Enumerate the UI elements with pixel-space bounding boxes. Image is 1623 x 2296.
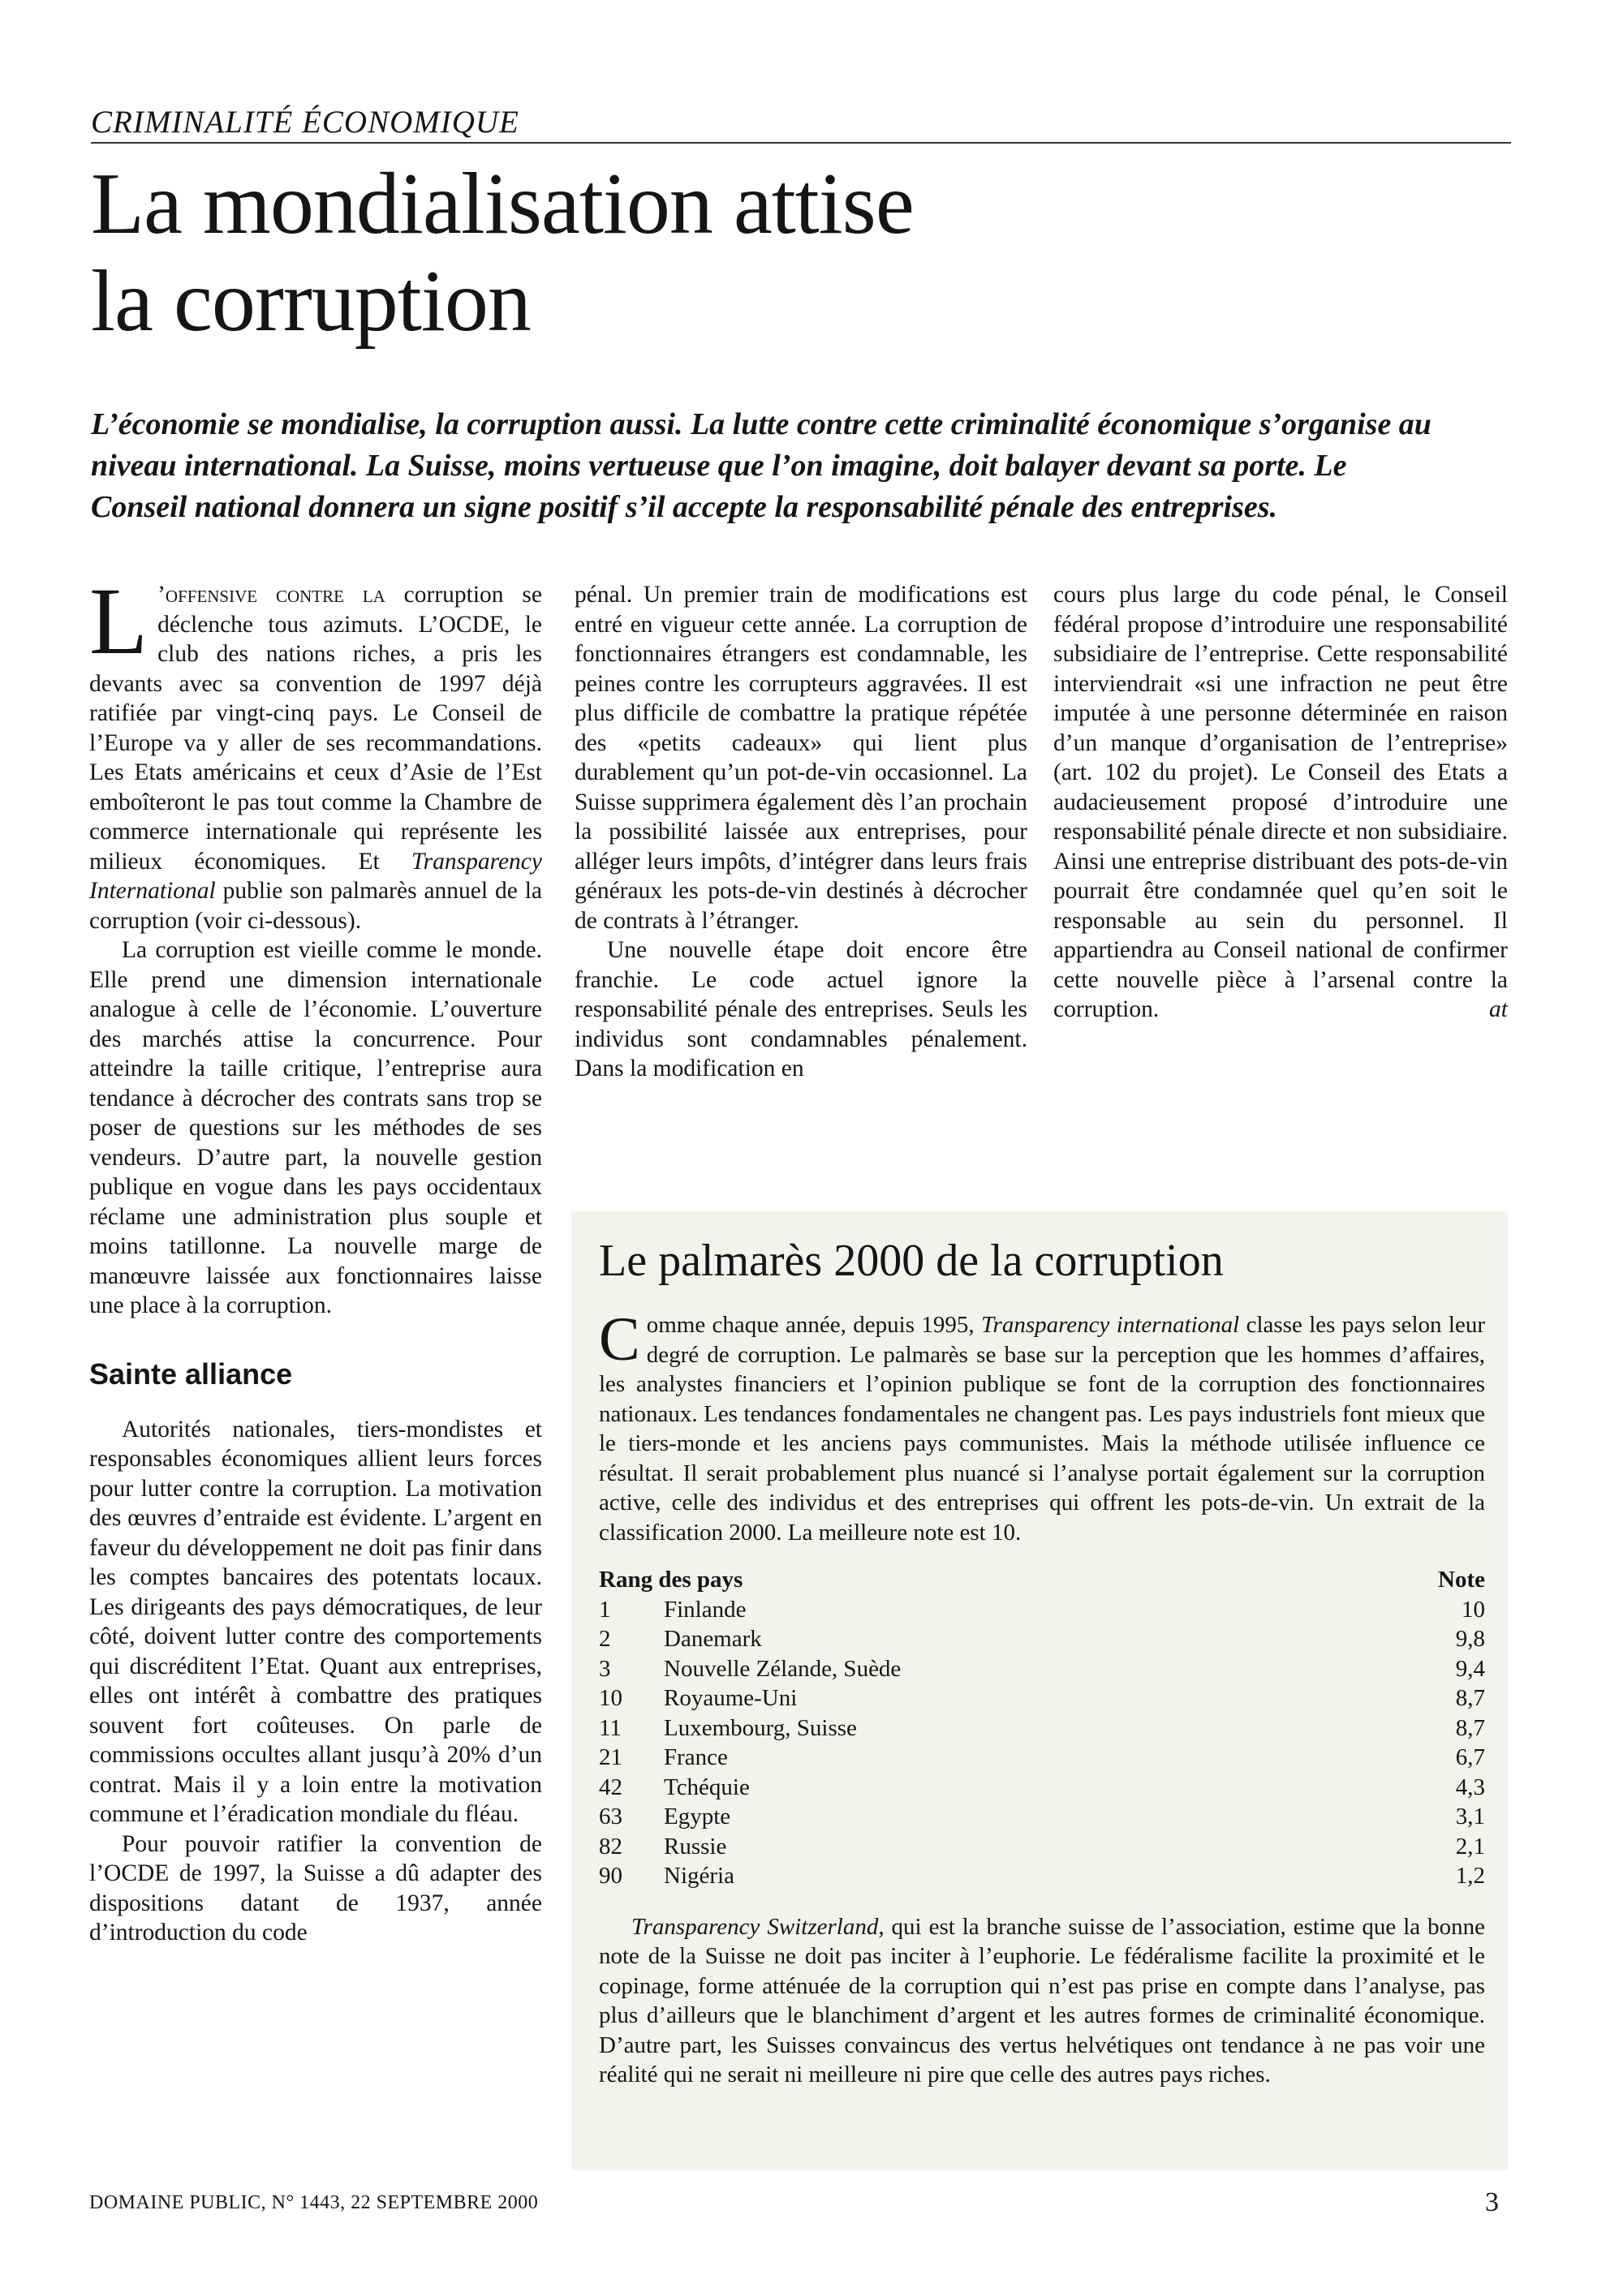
sidebar-box (571, 1211, 1508, 2170)
article-paragraph-4-continued: pénal. Un premier train de modifications est entré en vigueur cette année. La corruption de fonctionnaires étrangers est condamnable, les peines contre les corrupteurs aggravées. Il est plus difficile de combattre la pratique répétée des «petits cadeaux» qui lient plus durablement qu’un pot-de-vin occasionnel. La Suisse supprimera également dès l’an prochain la possibilité laissée aux entreprises, pour alléger leurs impôts, d’intégrer dans leurs frais généraux les pots-de-vin destinés à décrocher de contrats à l’étranger. (575, 582, 1027, 934)
ranking-note: 2,1 (1455, 1833, 1485, 1860)
article-paragraph-3: Autorités nationales, tiers-mondistes et responsables économiques allient leurs forces pour lutter contre la corruption. La motivation des œuvres d’entraide est évidente. L’argent en faveur du développement ne doit pas finir dans les comptes bancaires des potentats locaux. Les dirigeants des pays démocratiques, de leur côté, doivent lutter contre des comportements qui discréditent l’Etat. Quant aux entreprises, elles ont intérêt à combattre des pratiques souvent fort coûteuses. On parle de commissions occultes allant jusqu’à 20% d’un contrat. Mais il y a loin entre la motivation commune et l’éradication mondiale du fléau. (89, 1416, 542, 1827)
box-title: Le palmarès 2000 de la corruption (599, 1236, 1224, 1286)
article-column-1 (89, 568, 542, 1948)
ranking-note: 4,3 (1455, 1774, 1485, 1800)
table-row (599, 1683, 1485, 1713)
table-row (599, 1861, 1485, 1891)
ranking-rank: 42 (599, 1774, 622, 1800)
table-row (599, 1773, 1485, 1803)
ranking-rank: 1 (599, 1596, 611, 1623)
headline-line-2: la corruption (91, 253, 531, 350)
box-intro-text-b: classe les pays selon leur degré de corruption. Le palmarès se base sur la perception que les hommes d’affaires, les analystes financiers et l’opinion publique se font de la corruption des fonctionnaires nationaux. Les tendances fondamentales ne changent pas. Les pays industriels font mieux que le tiers-monde et les anciens pays communistes. Mais la méthode utilisée influence ce résultat. Il serait probablement plus nuancé si l’analyse portait également sur la corruption active, celle des individus et des entreprises qui offrent les pots-de-vin. Un extrait de la classification 2000. La meilleure note est 10. (599, 1312, 1486, 1546)
table-row (599, 1654, 1485, 1684)
ranking-note: 3,1 (1455, 1804, 1485, 1829)
ranking-country: Royaume-Uni (664, 1685, 798, 1711)
article-column-2 (575, 580, 1027, 1084)
ranking-country: Nigéria (664, 1863, 734, 1889)
article-paragraph-5-continued (1053, 580, 1508, 1025)
ranking-table (599, 1565, 1485, 1891)
ranking-header-rank: Rang des pays (599, 1567, 743, 1593)
box-outro-organization: Transparency Switzerland (631, 1913, 879, 1940)
organization-name: Transparency International (89, 848, 542, 904)
table-row (599, 1624, 1485, 1654)
box-dropcap: C (599, 1305, 640, 1374)
ranking-rank: 63 (599, 1804, 622, 1829)
ranking-note: 9,4 (1455, 1655, 1485, 1682)
ranking-rank: 10 (599, 1685, 622, 1711)
ranking-header-row (599, 1565, 1485, 1595)
ranking-rank: 82 (599, 1833, 622, 1860)
box-intro (599, 1305, 1486, 1547)
author-signature: at (1489, 996, 1508, 1022)
footer-publication: DOMAINE PUBLIC, N° 1443, 22 SEPTEMBRE 2000 (89, 2192, 539, 2213)
ranking-country: Luxembourg, Suisse (664, 1714, 857, 1741)
article-dropcap: L (89, 568, 149, 674)
ranking-note: 8,7 (1455, 1685, 1485, 1711)
ranking-country: Tchéquie (664, 1774, 750, 1800)
ranking-country: France (664, 1744, 728, 1770)
ranking-note: 9,8 (1455, 1626, 1485, 1652)
ranking-rank: 21 (599, 1744, 622, 1770)
article-paragraph-5-start: Une nouvelle étape doit encore être franchie. Le code actuel ignore la responsabilité pénale des entreprises. Seuls les individus sont condamnables pénalement. Dans la modification en (575, 937, 1027, 1081)
ranking-rank: 11 (599, 1714, 622, 1741)
ranking-note: 1,2 (1455, 1863, 1485, 1889)
page-number: 3 (1485, 2187, 1499, 2217)
ranking-header-note: Note (1438, 1567, 1485, 1593)
article-paragraph-4-start: Pour pouvoir ratifier la convention de l’OCDE de 1997, la Suisse a dû adapter des dispositions datant de 1937, année d’introduction du code (89, 1830, 542, 1946)
subheading: Sainte alliance (89, 1357, 293, 1391)
ranking-country: Russie (664, 1833, 727, 1860)
table-row (599, 1595, 1485, 1625)
ranking-country: Nouvelle Zélande, Suède (664, 1655, 902, 1682)
ranking-note: 6,7 (1455, 1744, 1485, 1770)
ranking-rank: 90 (599, 1863, 622, 1889)
ranking-rank: 3 (599, 1655, 611, 1682)
article-paragraph-1-end: publie son palmarès annuel de la corruption (voir ci-dessous). (89, 878, 542, 934)
ranking-rank: 2 (599, 1626, 611, 1652)
ranking-country: Danemark (664, 1626, 762, 1652)
ranking-note: 8,7 (1455, 1714, 1485, 1741)
lede: L’économie se mondialise, la corruption aussi. La lutte contre cette criminalité économique s’organise au niveau international. La Suisse, moins vertueuse que l’on imagine, doit balayer devant sa porte. Le Conseil national donnera un signe positif s’il accepte la responsabilité pénale des entreprises. (91, 407, 1431, 524)
table-row (599, 1832, 1485, 1862)
box-outro (599, 1912, 1485, 2090)
box-outro-text: , qui est la branche suisse de l’association, estime que la bonne note de la Suisse ne doit pas inciter à l’euphorie. Le fédéralisme facilite la proximité et le copinage, forme atténuée de la corruption qui n’est pas prise en compte dans l’analyse, pas plus d’ailleurs que le blanchiment d’argent et les autres formes de criminalité économique. D’autre part, les Suisses convaincus des vertus helvétiques ont tendance à ne pas voir une réalité qui ne serait ni meilleure ni pire que celle des autres pays riches. (599, 1913, 1485, 2087)
article-column-3 (1053, 580, 1508, 1025)
ranking-country: Finlande (664, 1596, 747, 1623)
box-intro-text-a: omme chaque année, depuis 1995, (646, 1312, 975, 1338)
article-paragraph-5-text: cours plus large du code pénal, le Conseil fédéral propose d’introduire une responsabilité subsidiaire de l’entreprise. Cette responsabilité interviendrait «si une infraction ne peut être imputée à une personne déterminée en raison d’un manque d’organisation de l’entreprise» (art. 102 du projet). Le Conseil des Etats a audacieusement proposé d’introduire une responsabilité pénale directe et non subsidiaire. Ainsi une entreprise distribuant des pots-de-vin pourrait être condamnée quel qu’en soit le responsable au sein du personnel. Il appartiendra au Conseil national de confirmer cette nouvelle pièce à l’arsenal contre la corruption. (1053, 582, 1508, 1022)
article-paragraph-1-text: corruption se déclenche tous azimuts. L’OCDE, le club des nations riches, a pris les devants avec sa convention de 1997 déjà ratifiée par vingt-cinq pays. Le Conseil de l’Europe va y aller de ses recommandations. Les Etats américains et ceux d’Asie de l’Est emboîteront le pas tout comme la Chambre de commerce internationale qui représente les milieux économiques. Et (89, 582, 542, 875)
article-paragraph-2: La corruption est vieille comme le monde. Elle prend une dimension internationale analogue à celle de l’économie. L’ouverture des marchés attise la concurrence. Pour atteindre la taille critique, l’entreprise aura tendance à décrocher des contrats sans trop se poser de questions sur les méthodes de ses vendeurs. D’autre part, la nouvelle gestion publique en vogue dans les pays occidentaux réclame une administration plus souple et moins tatillonne. La nouvelle marge de manœuvre laissée aux fonctionnaires laisse une place à la corruption. (89, 937, 542, 1318)
box-organization-name: Transparency international (981, 1312, 1240, 1338)
ranking-country: Egypte (664, 1804, 731, 1829)
headline-line-1: La mondialisation attise (91, 156, 914, 252)
ranking-note: 10 (1462, 1596, 1485, 1623)
table-row (599, 1713, 1485, 1743)
table-row (599, 1743, 1485, 1773)
headline (91, 156, 1389, 350)
article-opening-smallcaps: ’offensive contre la (157, 582, 385, 608)
section-rubric: CRIMINALITÉ ÉCONOMIQUE (91, 104, 1511, 144)
table-row (599, 1802, 1485, 1832)
article-paragraph-1 (89, 568, 542, 935)
